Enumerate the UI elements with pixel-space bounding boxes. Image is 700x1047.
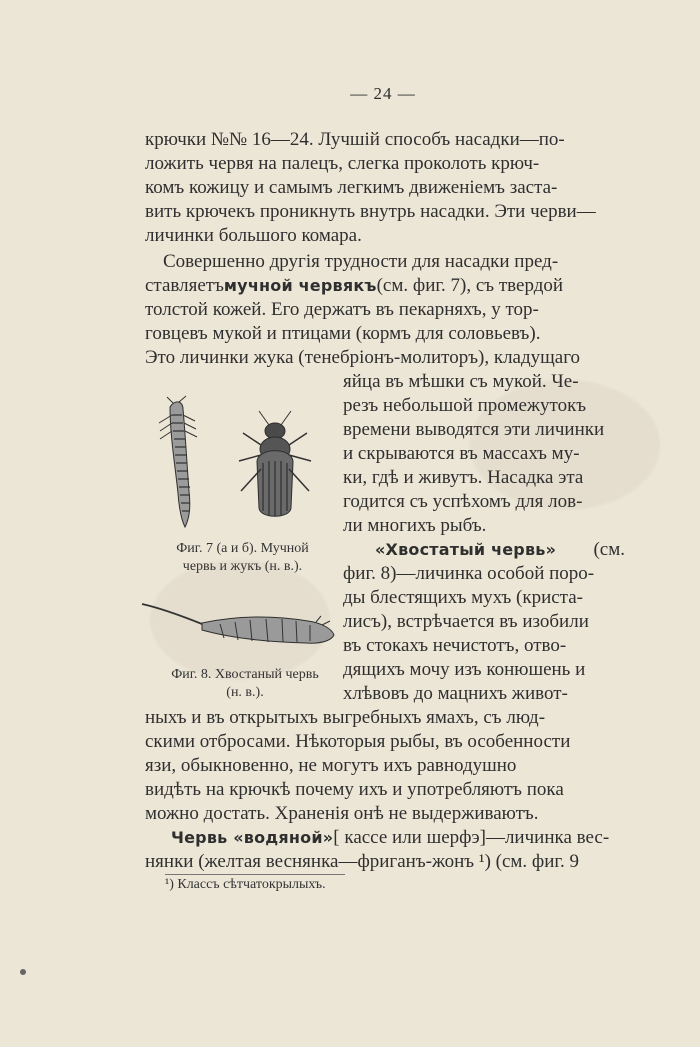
text-line: Совершенно другія трудности для насадки пред- <box>163 251 559 272</box>
text-line: скими отбросами. Нѣкоторыя рыбы, въ особенности <box>145 731 571 752</box>
text-line: и скрываются въ массахъ му- <box>343 443 580 464</box>
text-line: въ стокахъ нечистотъ, отво- <box>343 635 567 656</box>
text-line: ки, гдѣ и живутъ. Насадка эта <box>343 467 584 488</box>
figure-8-tailed-worm <box>140 596 340 656</box>
text-line: фиг. 8)—личинка особой поро- <box>343 563 595 584</box>
text-line: говцевъ мукой и птицами (кормъ для соловьевъ). <box>145 323 541 344</box>
footnote-separator <box>165 874 345 875</box>
text-line: лисъ), встрѣчается въ изобили <box>343 611 589 632</box>
text-line: ды блестящихъ мухъ (криста- <box>343 587 583 608</box>
text-line: резъ небольшой промежутокъ <box>343 395 587 416</box>
text-line: нянки (желтая веснянка—фриганъ-жонъ ¹) (см. фиг. 9 <box>145 851 580 872</box>
figure-7-mealworm-and-beetle <box>145 395 340 540</box>
text-line: яйца въ мѣшки съ мукой. Че- <box>343 371 579 392</box>
text-line: ныхъ и въ открытыхъ выгребныхъ ямахъ, съ люд- <box>145 707 546 728</box>
term-water-worm: Червь «водяной» <box>171 828 334 847</box>
text-line: Червь «водяной» [ кассе или шерфэ]—личинка вес- <box>171 827 610 848</box>
text-line: годится съ успѣхомъ для лов- <box>343 491 583 512</box>
mealworm-beetle-icon <box>239 411 311 516</box>
tailed-worm-illustration <box>140 596 340 656</box>
mealworm-larva-icon <box>159 396 197 527</box>
text-line: ли многихъ рыбъ. <box>343 515 487 536</box>
ink-dot <box>20 969 26 975</box>
text-line: Это личинки жука (тенебріонъ-молиторъ), кладущаго <box>145 347 581 368</box>
text-line: ложить червя на палецъ, слегка проколоть крюч- <box>145 153 540 174</box>
figure-7-caption: Фиг. 7 (а и б). Мучной червь и жукъ (н. в.). <box>176 541 309 574</box>
page-number: — 24 — <box>350 84 416 103</box>
water-worm-paragraph <box>145 826 625 876</box>
text-line: «Хвостатый червь» (см. <box>375 539 625 560</box>
text-line: хлѣвовъ до мацнихъ живот- <box>343 683 568 704</box>
mealworm-paragraph <box>145 250 625 380</box>
text-line: видѣть на крючкѣ почему ихъ и употребляютъ пока <box>145 779 564 800</box>
tailed-worm-icon <box>142 604 334 643</box>
text-line: вить крючекъ проникнуть внутрь насадки. Эти черви— <box>145 201 596 222</box>
footnote: ¹) Классъ сѣтчатокрылыхъ. <box>165 877 326 892</box>
term-mealworm: мучной червякъ <box>223 276 377 295</box>
tailed-worm-side-column <box>343 538 625 718</box>
tailed-worm-paragraph <box>145 706 625 836</box>
mealworm-side-column <box>343 370 625 540</box>
text-line: можно достать. Храненія онѣ не выдерживаютъ. <box>145 803 539 824</box>
intro-paragraph <box>145 128 625 248</box>
text-line: крючки №№ 16—24. Лучшій способъ насадки—по- <box>145 129 565 150</box>
text-line: ставляетъ мучной червякъ (см. фиг. 7), съ твердой <box>145 275 564 296</box>
text-line: личинки большого комара. <box>145 225 362 246</box>
term-tailed-worm: «Хвостатый червь» <box>375 540 557 559</box>
text-line: комъ кожицу и самымъ легкимъ движеніемъ заста- <box>145 177 558 198</box>
mealworm-beetle-illustration <box>145 395 340 540</box>
text-line: времени выводятся эти личинки <box>343 419 605 440</box>
figure-8-caption: Фиг. 8. Хвостаный червь (н. в.). <box>171 667 319 700</box>
text-line: дящихъ мочу изъ конюшень и <box>343 659 586 680</box>
text-line: толстой кожей. Его держатъ въ пекарняхъ, у тор- <box>145 299 539 320</box>
text-line: язи, обыкновенно, не могутъ ихъ равнодушно <box>145 755 517 776</box>
